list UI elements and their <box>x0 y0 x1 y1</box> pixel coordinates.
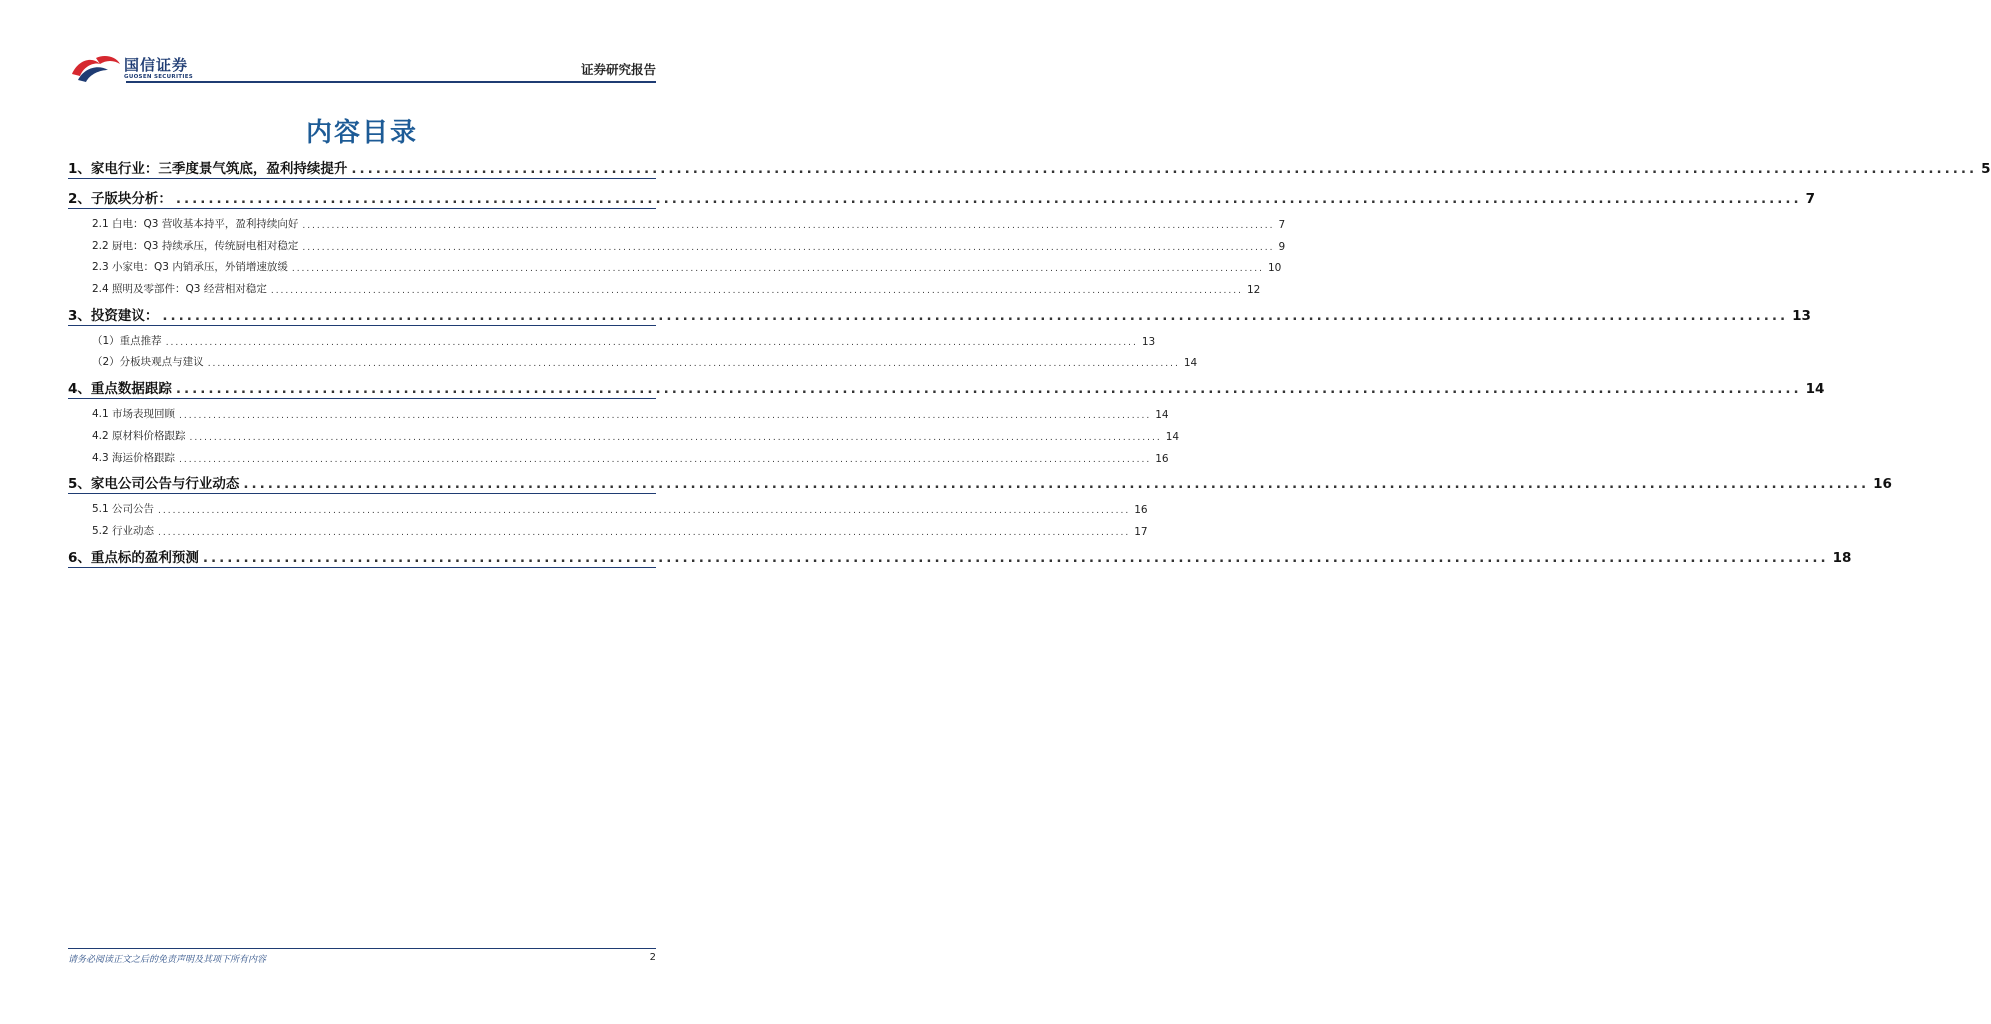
toc-entry-label: 2.3 小家电：Q3 内销承压，外销增速放缓 <box>92 261 288 274</box>
header-divider <box>126 81 656 83</box>
toc-leader-dots: ........................................................................................................................................................................................................ <box>189 432 1162 443</box>
toc-subsection-entry[interactable] <box>68 499 1148 517</box>
toc-leader-dots: ........................................................................................................................................................................................................ <box>351 161 1978 177</box>
toc-section-entry[interactable] <box>68 374 1825 399</box>
toc-entry-label: 2.4 照明及零部件：Q3 经营相对稳定 <box>92 283 267 296</box>
table-of-contents <box>68 154 1991 573</box>
toc-leader-dots: ........................................................................................................................................................................................................ <box>207 359 1180 370</box>
toc-entry-label: 4.1 市场表现回顾 <box>92 408 176 421</box>
toc-entry-label: 4.2 原材料价格跟踪 <box>92 429 186 442</box>
toc-section-entry[interactable] <box>68 469 1892 494</box>
toc-entry-page: 5 <box>1981 161 1991 177</box>
toc-entry-label: 5.1 公司公告 <box>92 503 155 516</box>
toc-section-entry[interactable] <box>68 184 1815 209</box>
toc-leader-dots: ........................................................................................................................................................................................................ <box>202 549 1829 566</box>
toc-subsection-entry[interactable] <box>68 331 1156 348</box>
toc-leader-dots: ........................................................................................................................................................................................................ <box>162 307 1789 324</box>
page-header <box>0 0 724 90</box>
toc-entry-label: 3、投资建议： <box>68 307 159 324</box>
toc-leader-dots: ........................................................................................................................................................................................................ <box>302 242 1275 253</box>
toc-entry-page: 16 <box>1873 476 1892 493</box>
toc-leader-dots: ........................................................................................................................................................................................................ <box>179 454 1152 465</box>
toc-leader-dots: ........................................................................................................................................................................................................ <box>243 476 1870 493</box>
toc-entry-label: 5、家电公司公告与行业动态 <box>68 476 240 493</box>
footer-divider <box>68 948 656 949</box>
toc-subsection-entry[interactable] <box>68 448 1169 465</box>
toc-entry-page: 16 <box>1134 504 1148 517</box>
toc-section-entry[interactable] <box>68 154 1991 179</box>
toc-entry-label: （2）分板块观点与建议 <box>92 356 204 369</box>
page-number: 2 <box>649 952 656 963</box>
toc-entry-page: 14 <box>1155 409 1169 422</box>
toc-entry-page: 18 <box>1832 549 1852 566</box>
toc-leader-dots: ........................................................................................................................................................................................................ <box>270 286 1243 297</box>
toc-leader-dots: ........................................................................................................................................................................................................ <box>291 264 1264 275</box>
toc-entry-page: 17 <box>1134 525 1148 538</box>
toc-entry-page: 14 <box>1165 430 1180 443</box>
toc-leader-dots: ........................................................................................................................................................................................................ <box>175 191 1802 207</box>
toc-entry-page: 14 <box>1805 381 1825 398</box>
toc-entry-page: 7 <box>1805 191 1815 207</box>
toc-entry-page: 16 <box>1155 452 1169 465</box>
toc-entry-label: 2.1 白电：Q3 营收基本持平，盈利持续向好 <box>92 218 299 230</box>
toc-entry-page: 14 <box>1183 357 1198 370</box>
logo-chinese-name: 国信证券 <box>124 56 189 74</box>
toc-leader-dots: ........................................................................................................................................................................................................ <box>179 411 1152 422</box>
footer-disclaimer: 请务必阅读正文之后的免责声明及其项下所有内容 <box>68 955 267 965</box>
page-title: 内容目录 <box>305 118 418 148</box>
toc-entry-label: 1、家电行业：三季度景气筑底，盈利持续提升 <box>68 161 348 177</box>
toc-subsection-entry[interactable] <box>68 521 1148 538</box>
toc-entry-page: 13 <box>1792 307 1811 324</box>
toc-subsection-entry[interactable] <box>68 257 1282 275</box>
toc-entry-label: 4.3 海运价格跟踪 <box>92 451 176 464</box>
toc-entry-label: 2、子版块分析： <box>68 191 172 207</box>
toc-entry-page: 12 <box>1247 284 1261 297</box>
toc-entry-page: 10 <box>1268 262 1282 275</box>
toc-entry-page: 9 <box>1278 240 1286 253</box>
toc-subsection-entry[interactable] <box>68 404 1169 422</box>
toc-section-entry[interactable] <box>68 543 1852 568</box>
toc-entry-page: 13 <box>1141 335 1156 348</box>
toc-entry-label: 2.2 厨电：Q3 持续承压，传统厨电相对稳定 <box>92 239 299 252</box>
toc-leader-dots: ........................................................................................................................................................................................................ <box>158 506 1131 517</box>
toc-leader-dots: ........................................................................................................................................................................................................ <box>158 527 1131 538</box>
logo-emblem-icon <box>70 52 122 84</box>
toc-subsection-entry[interactable] <box>68 426 1180 443</box>
toc-entry-page: 7 <box>1278 219 1286 231</box>
toc-entry-label: 6、重点标的盈利预测 <box>68 549 199 566</box>
toc-subsection-entry[interactable] <box>68 279 1261 297</box>
toc-entry-label: 5.2 行业动态 <box>92 524 155 537</box>
report-type-label: 证券研究报告 <box>580 62 656 77</box>
toc-entry-label: 4、重点数据跟踪 <box>68 381 172 398</box>
toc-entry-label: （1）重点推荐 <box>92 334 162 347</box>
toc-leader-dots: ........................................................................................................................................................................................................ <box>165 337 1138 348</box>
logo-english-name: GUOSEN SECURITIES <box>124 74 194 80</box>
toc-leader-dots: ........................................................................................................................................................................................................ <box>302 221 1275 231</box>
toc-section-entry[interactable] <box>68 301 1811 326</box>
toc-subsection-entry[interactable] <box>68 352 1198 370</box>
toc-subsection-entry[interactable] <box>68 236 1286 253</box>
toc-subsection-entry[interactable] <box>68 214 1286 231</box>
toc-leader-dots: ........................................................................................................................................................................................................ <box>175 381 1802 398</box>
